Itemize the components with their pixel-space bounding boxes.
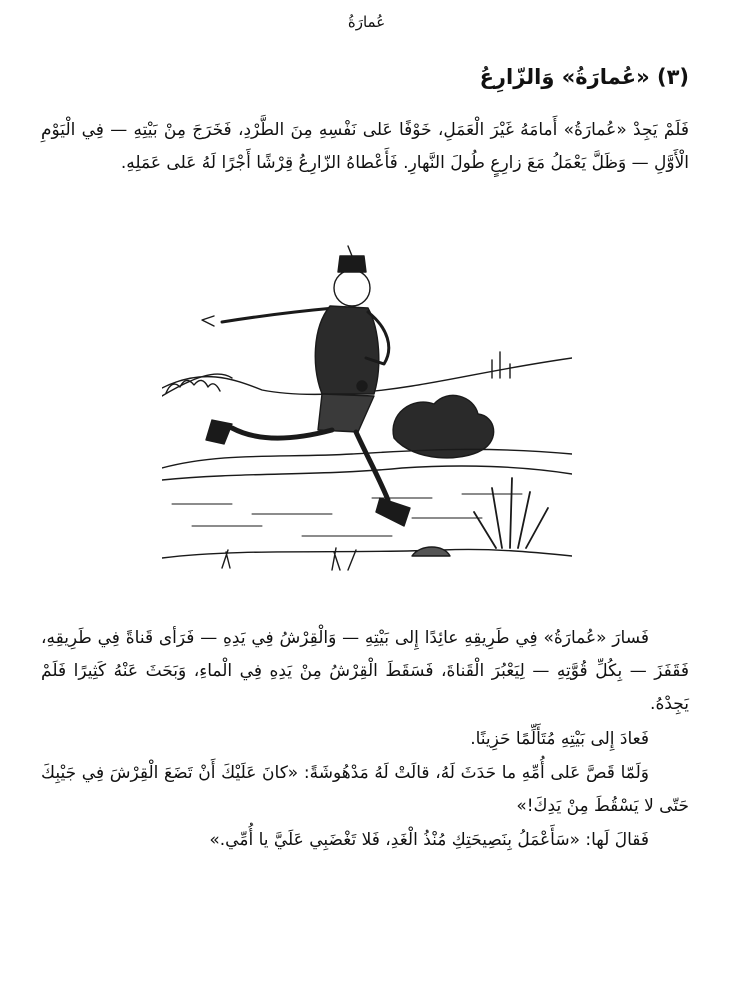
running-boy-illustration (162, 218, 572, 578)
paragraph-2: فَسارَ «عُمارَةُ» فِي طَرِيقِهِ عائِدًا إِلى بَيْتِهِ — وَالْقِرْشُ فِي يَدِهِ — فَرَأى قَناةً فِي طَرِيقِهِ، فَقَفَزَ — بِكُلِّ قُوَّتِهِ — لِيَعْبُرَ الْقَناةَ، فَسَقَطَ الْقِرْشُ مِنْ يَدِهِ فِي الْماءِ، وَبَحَثَ عَنْهُ كَثِيرًا فَلَمْ يَجِدْهُ. (41, 628, 689, 714)
paragraph-4: وَلَمّا قَصَّ عَلى أُمِّهِ ما حَدَثَ لَهُ، قالَتْ لَهُ مَدْهُوشَةً: «كانَ عَلَيْكَ أَنْ تَضَعَ الْقِرْشَ فِي جَيْبِكَ حَتّى لا يَسْقُطَ مِنْ يَدِكَ!» (41, 763, 689, 816)
paragraph-3: فَعادَ إِلى بَيْتِهِ مُتَأَلِّمًا حَزِينًا. (470, 729, 649, 749)
running-head: عُمارَةُ (347, 13, 386, 31)
paragraph-1: فَلَمْ يَجِدْ «عُمارَةُ» أَمامَهُ غَيْرَ الْعَمَلِ، خَوْفًا عَلى نَفْسِهِ مِنَ الطَّرْدِ، فَخَرَجَ مِنْ بَيْتِهِ — فِي الْيَوْمِ الْأَوَّلِ — وَظَلَّ يَعْمَلُ مَعَ زارِعٍ طُولَ النَّهارِ. فَأَعْطاهُ الزّارِعُ قِرْشًا أَجْرًا لَهُ عَلى عَمَلِهِ. (41, 120, 689, 173)
chapter-title: (٣) «عُمارَةُ» وَالزّارِعُ (479, 65, 689, 89)
paragraph-5: فَقالَ لَها: «سَأَعْمَلُ بِنَصِيحَتِكِ مُنْذُ الْغَدِ، فَلا تَغْضَبِي عَلَيَّ يا أُمِّي.» (209, 830, 649, 850)
